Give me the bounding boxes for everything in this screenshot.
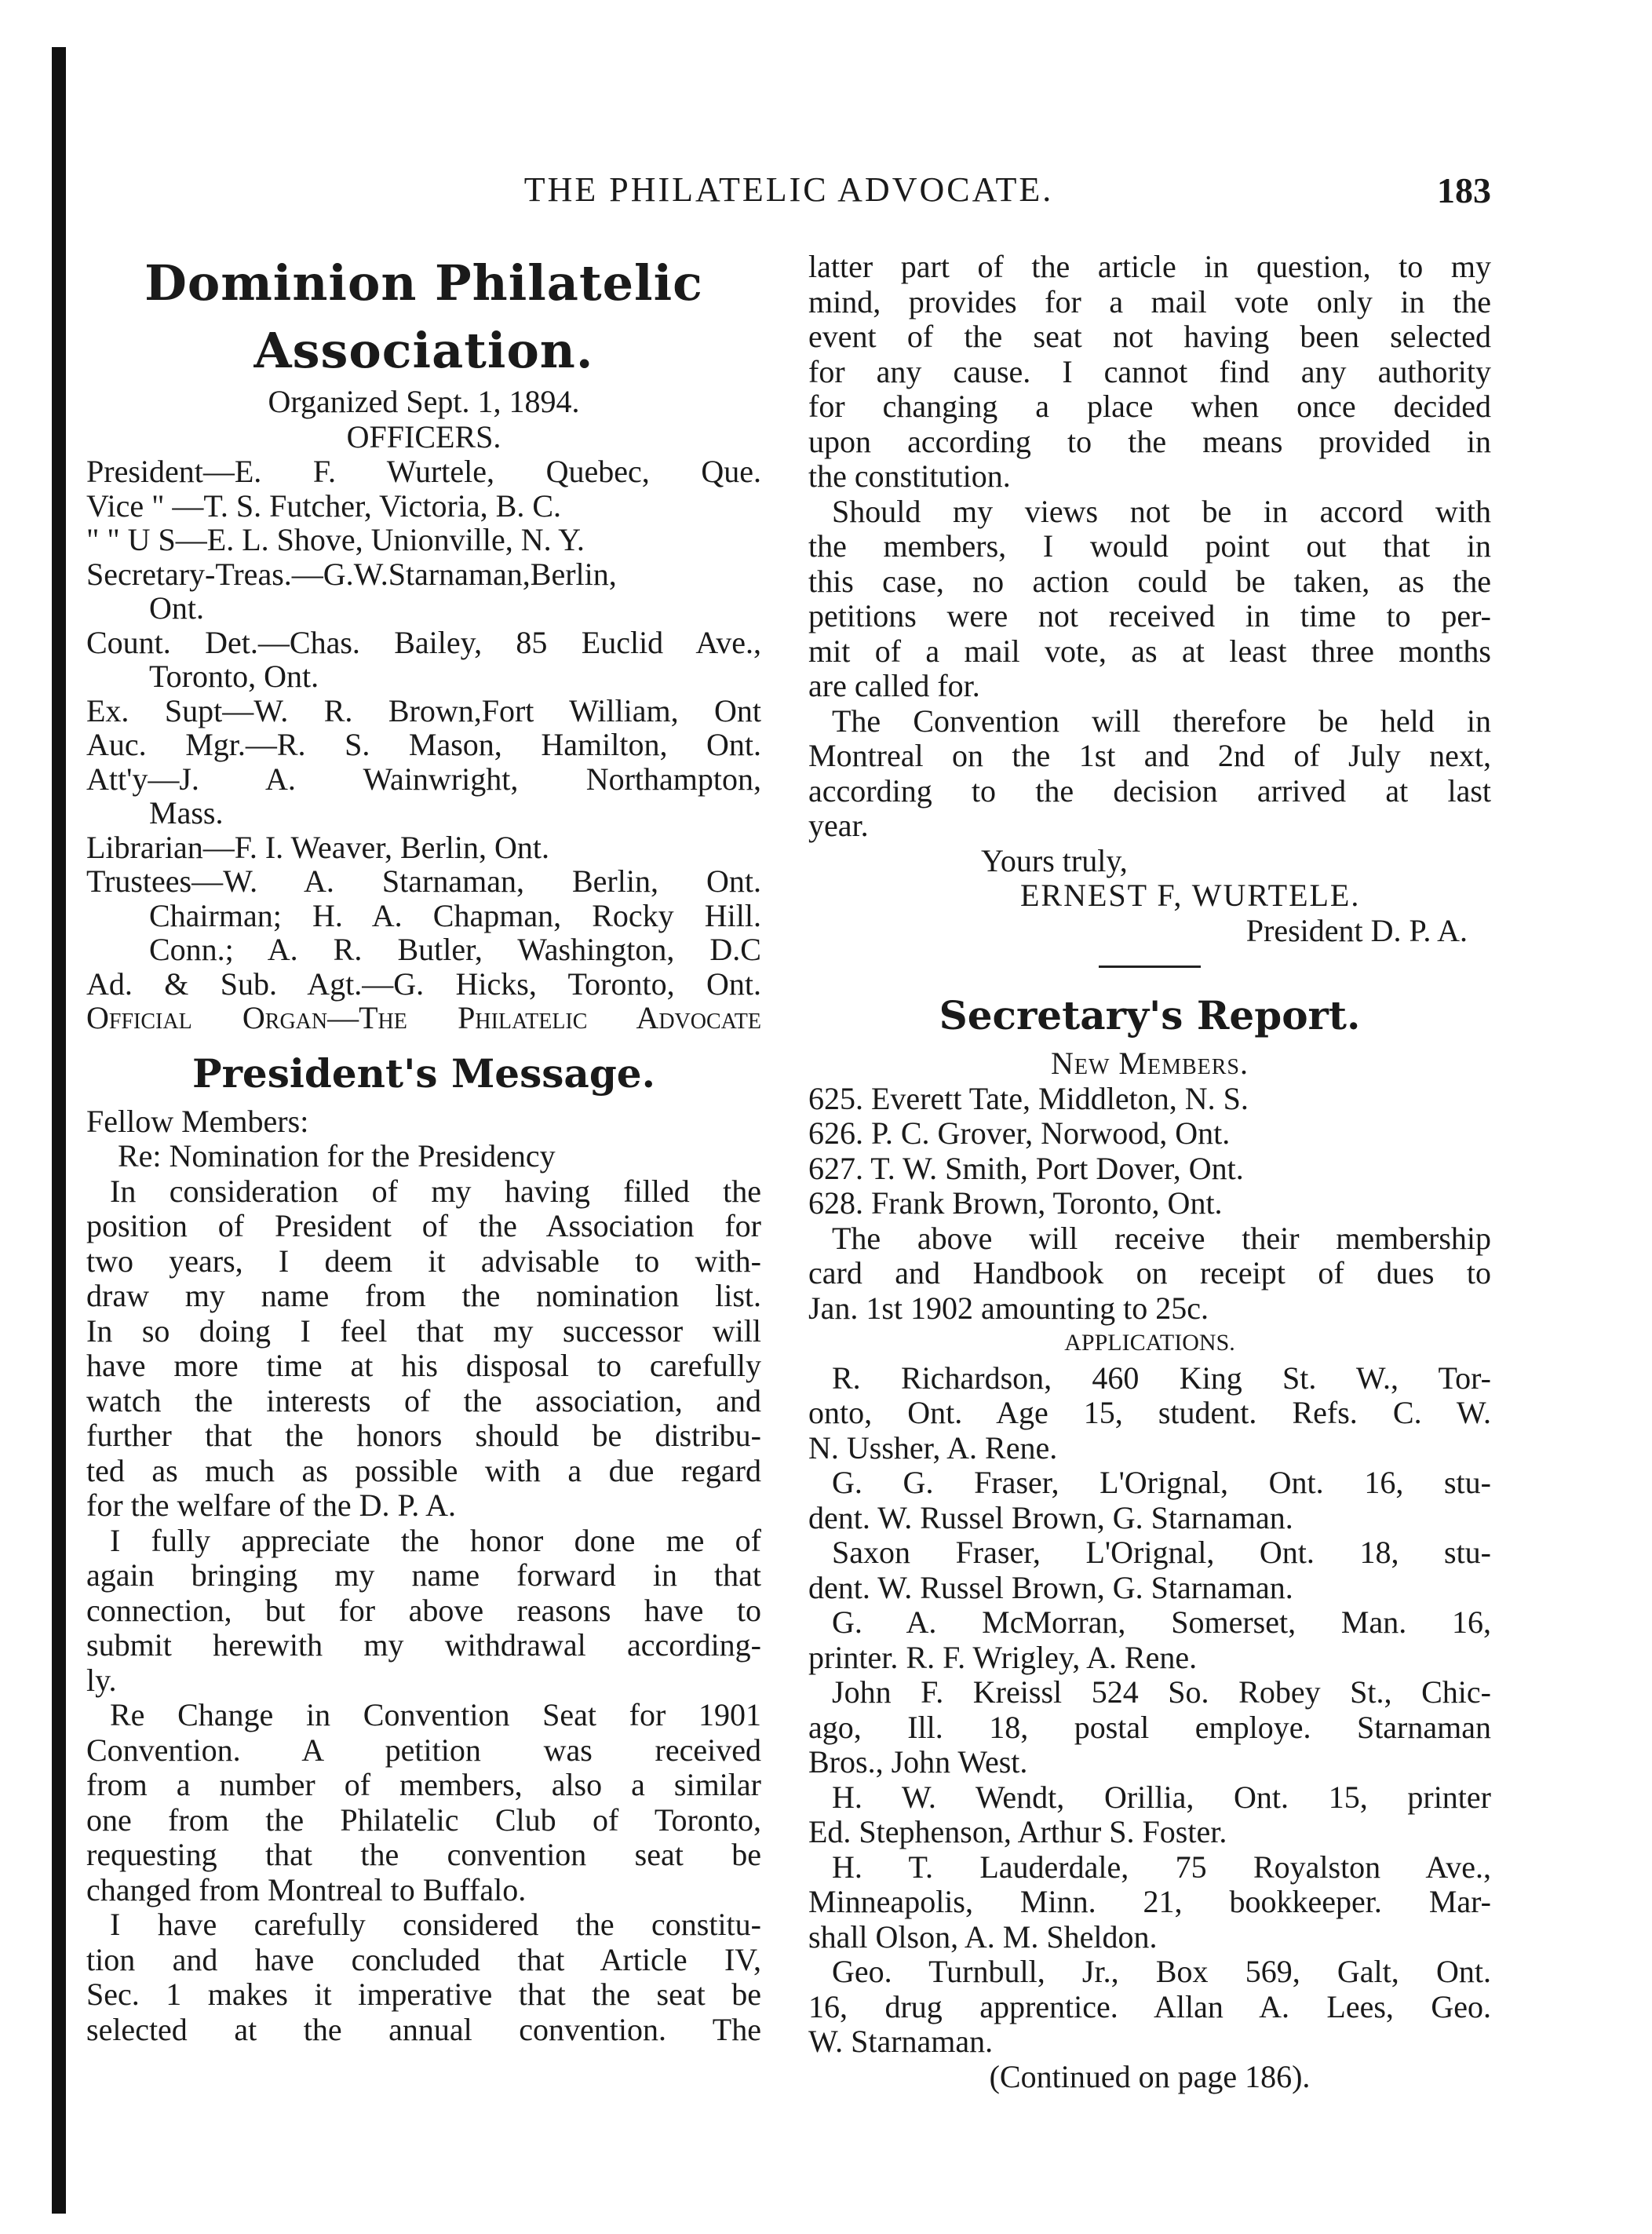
text-line: year.: [808, 808, 869, 843]
text-line: for the welfare of the D. P. A.: [86, 1488, 456, 1523]
text-line: Jan. 1st 1902 amounting to 25c.: [808, 1290, 1209, 1326]
text-line: G. G. Fraser, L'Orignal, Ont. 16, stu-: [832, 1465, 1491, 1500]
running-head: [86, 170, 1491, 217]
text-line: requesting that the convention seat be: [86, 1837, 761, 1872]
application-entry: [808, 1675, 1491, 1780]
text-line: mind, provides for a mail vote only in the: [808, 283, 1491, 319]
section-divider: [1099, 966, 1201, 968]
text-line: H. W. Wendt, Orillia, Ont. 15, printer: [832, 1779, 1491, 1815]
text-line: Minneapolis, Minn. 21, bookkeeper. Mar-: [808, 1884, 1491, 1919]
text-line: petitions were not received in time to per-: [808, 598, 1491, 633]
text-line: I fully appreciate the honor done me of: [110, 1522, 761, 1558]
application-entry: [808, 1535, 1491, 1605]
text-line: from a number of members, also a similar: [86, 1767, 761, 1802]
text-line: latter part of the article in question, to my: [808, 249, 1491, 284]
text-line: In so doing I feel that my successor will: [86, 1312, 761, 1349]
closing: Yours truly,: [981, 842, 1128, 878]
re-nomination: Re: Nomination for the Presidency: [118, 1138, 556, 1174]
signature: ERNEST F, WURTELE.: [1020, 878, 1361, 913]
page-binding-rule: [52, 47, 66, 2214]
list-item: 626. P. C. Grover, Norwood, Ont.: [808, 1115, 1231, 1151]
secretary-report-title: Secretary's Report.: [939, 992, 1361, 1039]
text-line: are called for.: [808, 668, 980, 703]
text-line: dent. W. Russel Brown, G. Starnaman.: [808, 1569, 1293, 1605]
list-item: 627. T. W. Smith, Port Dover, Ont.: [808, 1150, 1244, 1186]
officer-line: " " U S—E. L. Shove, Unionville, N. Y.: [86, 522, 585, 557]
application-entry: [808, 1850, 1491, 1955]
message-paragraph-4: [86, 1907, 761, 2047]
application-entry: [808, 1466, 1491, 1535]
text-line: the constitution.: [808, 458, 1011, 494]
continued-notice: (Continued on page 186).: [989, 2058, 1311, 2094]
page-number: 183: [1437, 170, 1491, 210]
text-line: according to the decision arrived at last: [808, 772, 1491, 809]
text-line: the members, I would point out that in: [808, 528, 1491, 564]
officer-line: Att'y—J. A. Wainwright, Northampton,: [86, 761, 761, 797]
text-line: watch the interests of the association, and: [86, 1382, 761, 1418]
text-line: Ed. Stephenson, Arthur S. Foster.: [808, 1814, 1227, 1849]
text-line: one from the Philatelic Club of Toronto,: [86, 1801, 761, 1838]
list-item: 625. Everett Tate, Middleton, N. S.: [808, 1080, 1249, 1116]
new-members-heading: New Members.: [1050, 1046, 1249, 1081]
text-line: R. Richardson, 460 King St. W., Tor-: [832, 1360, 1491, 1396]
text-line: Convention. A petition was received: [86, 1732, 761, 1768]
text-line: shall Olson, A. M. Sheldon.: [808, 1918, 1158, 1955]
text-line: this case, no action could be taken, as the: [808, 563, 1491, 599]
text-line: for changing a place when once decided: [808, 389, 1491, 424]
text-line: G. A. McMorran, Somerset, Man. 16,: [832, 1604, 1491, 1640]
text-line: dent. W. Russel Brown, G. Starnaman.: [808, 1499, 1293, 1535]
members-note: [808, 1221, 1491, 1327]
officer-line: Toronto, Ont.: [149, 659, 319, 694]
text-line: upon according to the means provided in: [808, 423, 1491, 459]
association-title-line-1: Dominion Philatelic: [144, 254, 703, 312]
running-title: THE PHILATELIC ADVOCATE.: [523, 170, 1054, 209]
officer-line: Auc. Mgr.—R. S. Mason, Hamilton, Ont.: [86, 727, 761, 762]
text-line: I have carefully considered the constitu-: [110, 1907, 761, 1942]
text-line: position of President of the Association for: [86, 1208, 761, 1243]
text-line: N. Ussher, A. Rene.: [808, 1429, 1058, 1466]
text-line: tion and have concluded that Article IV,: [86, 1941, 761, 1977]
message-paragraph-1: [86, 1174, 761, 1524]
text-line: W. Starnaman.: [808, 2024, 994, 2059]
text-line: event of the seat not having been selected: [808, 319, 1491, 354]
message-paragraph-2: [86, 1524, 761, 1699]
text-line: selected at the annual convention. The: [86, 2011, 761, 2047]
officer-line: Trustees—W. A. Starnaman, Berlin, Ont.: [86, 863, 761, 899]
right-column: [808, 250, 1491, 2094]
text-line: submit herewith my withdrawal according-: [86, 1627, 761, 1663]
text-line: card and Handbook on receipt of dues to: [808, 1255, 1491, 1290]
application-entry: [808, 1361, 1491, 1466]
officer-line: Ex. Supt—W. R. Brown,Fort William, Ont: [86, 692, 761, 728]
text-line: two years, I deem it advisable to with-: [86, 1243, 761, 1279]
officer-line: Librarian—F. I. Weaver, Berlin, Ont.: [86, 829, 549, 865]
text-line: printer. R. F. Wrigley, A. Rene.: [808, 1639, 1198, 1675]
application-entry: [808, 1955, 1491, 2060]
officer-line: Conn.; A. R. Butler, Washington, D.C: [149, 932, 761, 967]
text-line: draw my name from the nomination list.: [86, 1278, 761, 1313]
text-line: for any cause. I cannot find any authority: [808, 353, 1491, 389]
text-line: Saxon Fraser, L'Orignal, Ont. 18, stu-: [832, 1535, 1491, 1570]
text-line: The Convention will therefore be held in: [832, 703, 1491, 739]
text-line: mit of a mail vote, as at least three months: [808, 633, 1491, 669]
text-line: changed from Montreal to Buffalo.: [86, 1871, 527, 1907]
text-line: Re Change in Convention Seat for 1901: [110, 1697, 761, 1732]
text-line: 16, drug apprentice. Allan A. Lees, Geo.: [808, 1988, 1491, 2024]
official-organ-line: Official Organ—The Philatelic Advocate: [86, 1000, 761, 1035]
new-members-list: [808, 1082, 1491, 1221]
officer-line: President—E. F. Wurtele, Quebec, Que.: [86, 454, 761, 489]
presidents-message-title: President's Message.: [191, 1049, 655, 1097]
text-line: onto, Ont. Age 15, student. Refs. C. W.: [808, 1395, 1491, 1430]
text-line: Geo. Turnbull, Jr., Box 569, Galt, Ont.: [832, 1954, 1491, 1989]
association-title-line-2: Association.: [253, 322, 594, 379]
message-continued-paragraph-3: [808, 704, 1491, 844]
salutation: Fellow Members:: [86, 1103, 309, 1139]
message-continued-paragraph-2: [808, 495, 1491, 704]
text-line: ly.: [86, 1662, 117, 1698]
list-item: 628. Frank Brown, Toronto, Ont.: [808, 1185, 1223, 1221]
text-line: H. T. Lauderdale, 75 Royalston Ave.,: [832, 1849, 1491, 1885]
text-line: again bringing my name forward in that: [86, 1557, 761, 1593]
officer-line: Ont.: [149, 590, 204, 626]
text-line: Sec. 1 makes it imperative that the seat be: [86, 1977, 761, 2012]
officers-heading: OFFICERS.: [346, 418, 501, 454]
organized-date: Organized Sept. 1, 1894.: [268, 384, 580, 419]
applications-list: [808, 1361, 1491, 2060]
text-line: connection, but for above reasons have to: [86, 1592, 761, 1628]
applications-heading: APPLICATIONS.: [1064, 1330, 1235, 1356]
left-column: [86, 250, 761, 2047]
text-line: have more time at his disposal to carefully: [86, 1348, 761, 1383]
text-line: ago, Ill. 18, postal employe. Starnaman: [808, 1709, 1491, 1745]
officer-line: Secretary-Treas.—G.W.Starnaman,Berlin,: [86, 556, 617, 592]
signature-title: President D. P. A.: [1245, 912, 1468, 948]
message-paragraph-3: [86, 1698, 761, 1907]
text-line: Should my views not be in accord with: [832, 493, 1491, 529]
officer-line: Chairman; H. A. Chapman, Rocky Hill.: [149, 897, 761, 933]
text-line: Montreal on the 1st and 2nd of July next,: [808, 738, 1491, 773]
application-entry: [808, 1780, 1491, 1850]
officer-line: Mass.: [149, 795, 224, 830]
officer-line: Vice " —T. S. Futcher, Victoria, B. C.: [86, 487, 562, 524]
text-line: Bros., John West.: [808, 1744, 1028, 1780]
message-continued-paragraph-1: [808, 250, 1491, 495]
officers-list: [86, 454, 761, 1035]
text-line: The above will receive their membership: [832, 1220, 1491, 1256]
text-line: John F. Kreissl 524 So. Robey St., Chic-: [832, 1674, 1491, 1710]
text-line: further that the honors should be distribu-: [86, 1418, 761, 1453]
officer-line: Count. Det.—Chas. Bailey, 85 Euclid Ave.,: [86, 624, 761, 660]
application-entry: [808, 1605, 1491, 1675]
text-line: In consideration of my having filled the: [110, 1173, 761, 1209]
officer-line: Ad. & Sub. Agt.—G. Hicks, Toronto, Ont.: [86, 966, 761, 1002]
text-line: ted as much as possible with a due regard: [86, 1452, 761, 1488]
